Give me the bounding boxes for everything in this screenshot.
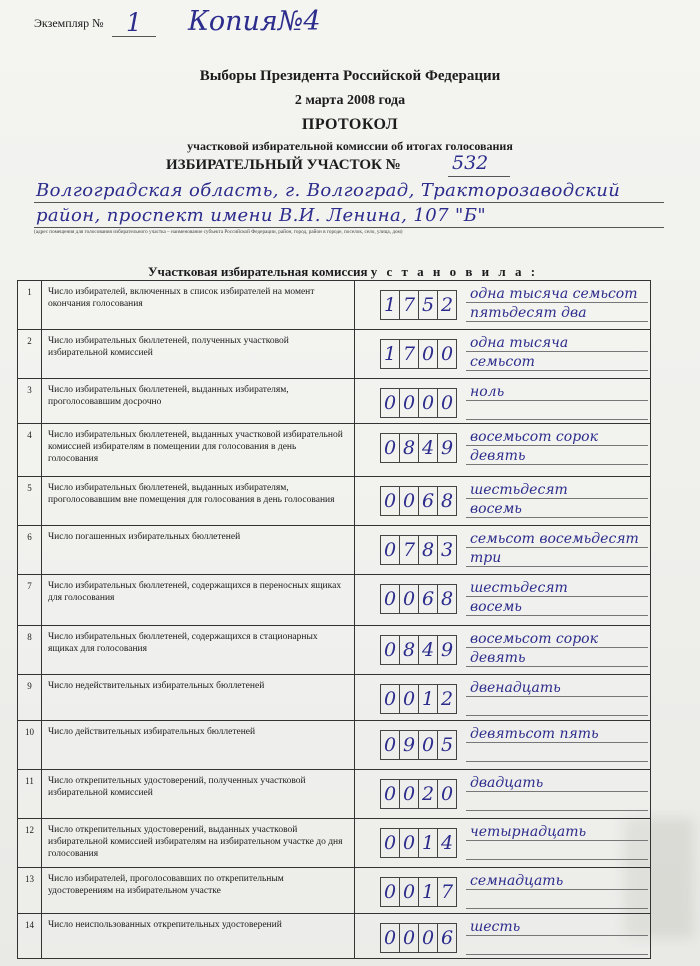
words-underline xyxy=(466,419,648,420)
row-divider xyxy=(354,575,355,625)
protocol-row xyxy=(17,424,651,477)
digit-boxes xyxy=(380,828,456,858)
digit-boxes xyxy=(380,486,456,516)
row-number: 1 xyxy=(18,281,42,329)
row-label: Число открепительных удостоверений, выданных участковой избирательной комиссией избирателям на избирательном участке до дня голосования xyxy=(48,825,343,859)
protocol-row xyxy=(17,379,651,424)
election-title: Выборы Президента Российской Федерации xyxy=(199,68,501,84)
row-label: Число избирателей, включенных в список избирателей на момент окончания голосования xyxy=(48,287,315,309)
words-underline xyxy=(466,517,648,518)
copy-mark: Копия№4 xyxy=(188,6,321,37)
digit-boxes xyxy=(380,684,456,714)
row-label: Число действительных избирательных бюллетеней xyxy=(48,727,256,737)
words-line: одна тысяча семьсот xyxy=(470,286,638,302)
words-underline xyxy=(466,370,648,371)
digit-box: 0 xyxy=(380,635,400,665)
digit-box: 0 xyxy=(380,584,400,614)
protocol-row xyxy=(17,575,651,626)
row-number: 8 xyxy=(18,626,42,674)
words-underline xyxy=(466,908,648,909)
digit-box: 0 xyxy=(380,923,400,953)
digit-box: 0 xyxy=(418,730,438,760)
row-divider xyxy=(354,721,355,769)
words-underline xyxy=(466,321,648,322)
words-line: четырнадцать xyxy=(470,824,587,840)
copy-label: Экземпляр № xyxy=(34,16,104,30)
digit-box: 8 xyxy=(437,584,457,614)
digit-box: 0 xyxy=(437,339,457,369)
words-underline xyxy=(466,666,648,667)
words-line: девять xyxy=(470,448,526,464)
row-divider xyxy=(354,424,355,476)
commission-established xyxy=(148,264,538,280)
words-underline xyxy=(466,742,648,743)
protocol-row xyxy=(17,770,651,819)
digit-box: 0 xyxy=(399,684,419,714)
words-line: пятьдесят два xyxy=(470,305,587,321)
copy-underline xyxy=(112,36,156,37)
row-divider xyxy=(354,477,355,525)
digit-box: 4 xyxy=(418,635,438,665)
words-underline xyxy=(466,840,648,841)
digit-box: 0 xyxy=(380,486,400,516)
digit-box: 2 xyxy=(418,779,438,809)
words-line: ноль xyxy=(470,384,505,400)
words-line: двадцать xyxy=(470,775,544,791)
row-number: 10 xyxy=(18,721,42,769)
protocol-row xyxy=(17,914,651,959)
digit-box: 0 xyxy=(418,388,438,418)
words-underline xyxy=(466,761,648,762)
words-underline xyxy=(466,859,648,860)
protocol-table xyxy=(17,280,651,959)
row-label: Число недействительных избирательных бюллетеней xyxy=(48,681,265,691)
commission-label: Участковая избирательная комиссия xyxy=(148,264,368,279)
digit-box: 1 xyxy=(380,290,400,320)
digit-box: 0 xyxy=(380,388,400,418)
row-label: Число избирательных бюллетеней, полученных участковой избирательной комиссией xyxy=(48,336,289,358)
row-number: 4 xyxy=(18,424,42,476)
words-underline xyxy=(466,566,648,567)
words-line: шестьдесят xyxy=(470,482,568,498)
digit-box: 2 xyxy=(437,684,457,714)
amount-in-words xyxy=(470,428,648,466)
words-underline xyxy=(466,647,648,648)
copy-number: 1 xyxy=(126,8,142,37)
digit-box: 0 xyxy=(380,779,400,809)
words-line: шесть xyxy=(470,919,521,935)
protocol-row xyxy=(17,526,651,575)
amount-in-words xyxy=(470,285,648,323)
words-underline xyxy=(466,810,648,811)
digit-box: 9 xyxy=(437,635,457,665)
digit-boxes xyxy=(380,730,456,760)
digit-box: 1 xyxy=(418,828,438,858)
row-divider xyxy=(354,626,355,674)
row-divider xyxy=(354,770,355,818)
digit-box: 6 xyxy=(418,584,438,614)
row-number: 14 xyxy=(18,914,42,958)
address-underline-1 xyxy=(34,202,664,203)
protocol-row xyxy=(17,819,651,868)
words-line: семнадцать xyxy=(470,873,564,889)
protocol-row xyxy=(17,626,651,675)
election-date: 2 марта 2008 года xyxy=(294,93,406,108)
row-divider xyxy=(354,819,355,867)
row-number: 11 xyxy=(18,770,42,818)
row-number: 7 xyxy=(18,575,42,625)
digit-box: 9 xyxy=(437,433,457,463)
protocol-row xyxy=(17,675,651,721)
words-line: семьсот xyxy=(470,354,535,370)
words-line: восемьсот сорок xyxy=(470,429,598,445)
digit-box: 4 xyxy=(437,828,457,858)
digit-boxes xyxy=(380,779,456,809)
protocol-heading: ПРОТОКОЛ xyxy=(301,116,399,133)
row-label: Число открепительных удостоверений, полученных участковой избирательной комиссией xyxy=(48,776,306,798)
amount-in-words xyxy=(470,630,648,668)
digit-box: 4 xyxy=(418,433,438,463)
words-line: восемь xyxy=(470,599,522,615)
words-line: девять xyxy=(470,650,526,666)
digit-box: 0 xyxy=(380,877,400,907)
row-number: 12 xyxy=(18,819,42,867)
protocol-row xyxy=(17,721,651,770)
digit-box: 0 xyxy=(380,535,400,565)
digit-box: 0 xyxy=(437,779,457,809)
digit-boxes xyxy=(380,584,456,614)
digit-box: 0 xyxy=(399,779,419,809)
words-underline xyxy=(466,791,648,792)
digit-boxes xyxy=(380,388,456,418)
row-divider xyxy=(354,281,355,329)
digit-box: 0 xyxy=(380,433,400,463)
row-divider xyxy=(354,526,355,574)
digit-box: 0 xyxy=(399,486,419,516)
row-divider xyxy=(354,379,355,423)
row-number: 2 xyxy=(18,330,42,378)
digit-box: 6 xyxy=(437,923,457,953)
row-number: 5 xyxy=(18,477,42,525)
digit-box: 8 xyxy=(418,535,438,565)
digit-box: 1 xyxy=(418,684,438,714)
row-label: Число избирательных бюллетеней, выданных избирателям, проголосовавшим досрочно xyxy=(48,385,289,407)
digit-box: 0 xyxy=(399,923,419,953)
digit-box: 8 xyxy=(437,486,457,516)
amount-in-words xyxy=(470,579,648,617)
row-label: Число избирательных бюллетеней, содержащихся в стационарных ящиках для голосования xyxy=(48,632,318,654)
digit-box: 0 xyxy=(399,388,419,418)
digit-box: 5 xyxy=(437,730,457,760)
digit-box: 0 xyxy=(437,388,457,418)
digit-box: 2 xyxy=(437,290,457,320)
row-label: Число избирательных бюллетеней, выданных избирателям, проголосовавшим вне помещения для голосования в день голосования xyxy=(48,483,335,505)
digit-box: 1 xyxy=(380,339,400,369)
protocol-subtitle: участковой избирательной комиссии об итогах голосования xyxy=(187,139,513,153)
row-divider xyxy=(354,675,355,720)
words-underline xyxy=(466,302,648,303)
words-line: девятьсот пять xyxy=(470,726,599,742)
row-number: 3 xyxy=(18,379,42,423)
words-underline xyxy=(466,498,648,499)
digit-box: 0 xyxy=(418,339,438,369)
words-line: три xyxy=(470,550,502,566)
words-underline xyxy=(466,696,648,697)
digit-box: 8 xyxy=(399,433,419,463)
words-underline xyxy=(466,351,648,352)
digit-box: 0 xyxy=(399,828,419,858)
row-number: 13 xyxy=(18,868,42,913)
row-label: Число погашенных избирательных бюллетеней xyxy=(48,532,241,542)
protocol-row xyxy=(17,477,651,526)
words-underline xyxy=(466,954,648,955)
address-line-1: Волгоградская область, г. Волгоград, Тракторозаводский xyxy=(36,180,621,201)
digit-box: 0 xyxy=(418,923,438,953)
digit-box: 7 xyxy=(399,339,419,369)
row-divider xyxy=(354,868,355,913)
row-number: 9 xyxy=(18,675,42,720)
digit-box: 9 xyxy=(399,730,419,760)
station-number: 532 xyxy=(452,152,489,174)
words-underline xyxy=(466,935,648,936)
words-line: шестьдесят xyxy=(470,580,568,596)
digit-box: 1 xyxy=(418,877,438,907)
protocol-row xyxy=(17,330,651,379)
digit-boxes xyxy=(380,635,456,665)
row-divider xyxy=(354,914,355,958)
digit-boxes xyxy=(380,877,456,907)
digit-boxes xyxy=(380,290,456,320)
amount-in-words xyxy=(470,481,648,519)
digit-box: 6 xyxy=(418,486,438,516)
digit-boxes xyxy=(380,923,456,953)
words-underline xyxy=(466,889,648,890)
row-label: Число избирательных бюллетеней, содержащихся в переносных ящиках для голосования xyxy=(48,581,342,603)
words-underline xyxy=(466,445,648,446)
words-underline xyxy=(466,400,648,401)
protocol-row xyxy=(17,868,651,914)
row-label: Число неиспользованных открепительных удостоверений xyxy=(48,920,282,930)
digit-box: 7 xyxy=(399,290,419,320)
words-underline xyxy=(466,715,648,716)
digit-box: 5 xyxy=(418,290,438,320)
amount-in-words xyxy=(470,334,648,372)
words-underline xyxy=(466,615,648,616)
address-line-2: район, проспект имени В.И. Ленина, 107 "Б" xyxy=(36,205,487,226)
address-underline-2 xyxy=(34,227,664,228)
words-underline xyxy=(466,547,648,548)
row-divider xyxy=(354,330,355,378)
words-underline xyxy=(466,464,648,465)
station-label: ИЗБИРАТЕЛЬНЫЙ УЧАСТОК № xyxy=(166,157,401,173)
established-word: у с т а н о в и л а : xyxy=(370,264,539,279)
words-underline xyxy=(466,596,648,597)
words-line: одна тысяча xyxy=(470,335,569,351)
address-caption: (адрес помещения для голосования избирательного участка – наименование субъекта Российской Федерации, район, город, район в городе, поселок, село, улица, дом) xyxy=(34,229,403,235)
digit-box: 7 xyxy=(437,877,457,907)
digit-box: 0 xyxy=(380,828,400,858)
station-underline xyxy=(448,176,510,177)
amount-in-words xyxy=(470,530,648,568)
protocol-row xyxy=(17,281,651,330)
digit-box: 0 xyxy=(399,877,419,907)
row-label: Число избирателей, проголосовавших по открепительным удостоверениям на избирательном участке xyxy=(48,874,284,896)
words-line: восемьсот сорок xyxy=(470,631,598,647)
digit-box: 0 xyxy=(380,730,400,760)
digit-boxes xyxy=(380,339,456,369)
words-line: двенадцать xyxy=(470,680,561,696)
row-number: 6 xyxy=(18,526,42,574)
digit-box: 0 xyxy=(380,684,400,714)
digit-box: 0 xyxy=(399,584,419,614)
digit-boxes xyxy=(380,535,456,565)
digit-box: 7 xyxy=(399,535,419,565)
words-line: семьсот восемьдесят xyxy=(470,531,639,547)
digit-box: 3 xyxy=(437,535,457,565)
digit-boxes xyxy=(380,433,456,463)
row-label: Число избирательных бюллетеней, выданных участковой избирательной комиссией избирателям в помещении для голосования в день голосования xyxy=(48,430,343,464)
words-line: восемь xyxy=(470,501,522,517)
digit-box: 8 xyxy=(399,635,419,665)
